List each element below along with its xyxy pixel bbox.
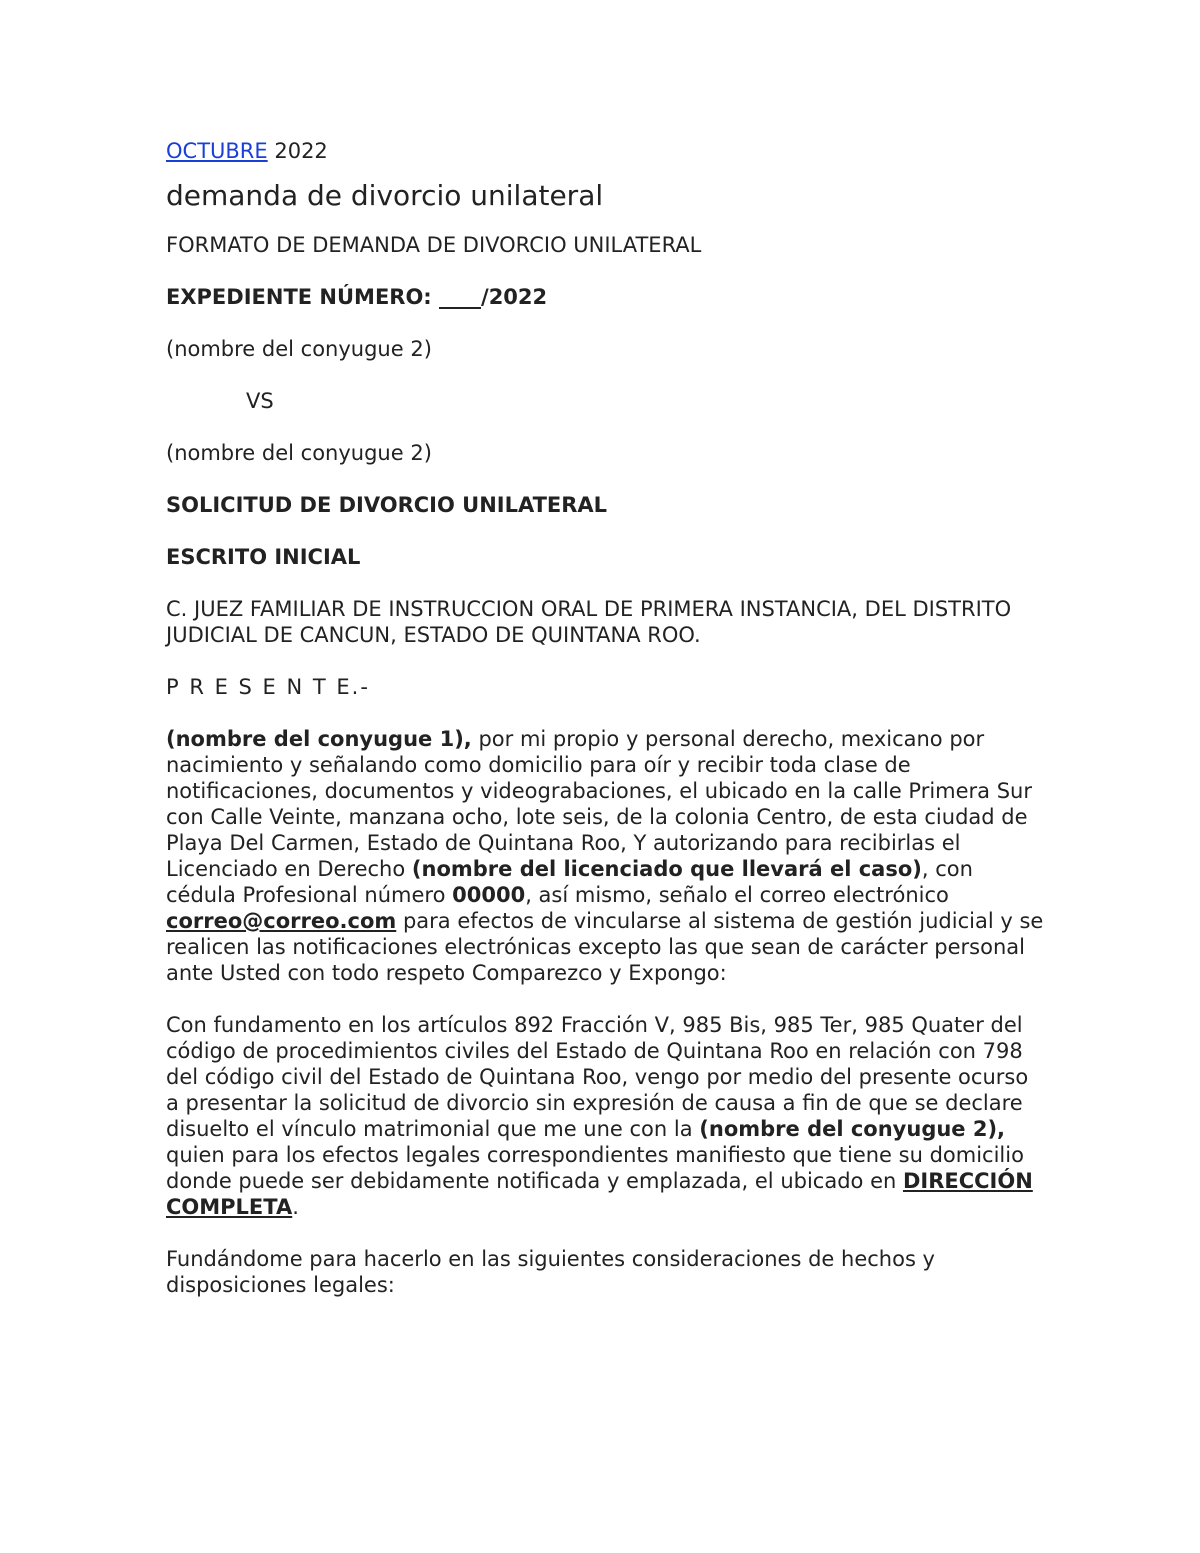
paragraph-text: , con cédula Profesional número [166,857,973,907]
date-line [166,136,1046,166]
party-one: (nombre del conyugue 2) [166,337,432,361]
presente-line: P R E S E N T E.- [166,675,370,699]
expediente-number: EXPEDIENTE NÚMERO: ____/2022 [166,285,548,309]
document-page [166,136,1046,1298]
month-link[interactable]: OCTUBRE [166,139,268,163]
formato-heading: FORMATO DE DEMANDA DE DIVORCIO UNILATERAL [166,233,702,257]
license-number: 00000 [452,883,526,907]
full-address: DIRECCIÓN COMPLETA [166,1169,1033,1219]
paragraph-legal-basis [166,1012,1046,1220]
judge-address: C. JUEZ FAMILIAR DE INSTRUCCION ORAL DE PRIMERA INSTANCIA, DEL DISTRITO JUDICIAL DE CANCUN, ESTADO DE QUINTANA ROO. [166,597,1012,647]
paragraph-text: por mi propio y personal derecho, mexicano por nacimiento y señalando como domicilio para oír y recibir toda clase de notificaciones, documentos y videograbaciones, el ubicado en la calle Primera Sur con Calle Veinte, manzana ocho, lote seis, de la colonia Centro, de esta ciudad de Playa Del Carmen, Estado de Quintana Roo, Y autorizando para recibirlas el Licenciado en Derecho [166,727,1033,881]
email-address: correo@correo.com [166,909,397,933]
spouse-two-name: (nombre del conyugue 2), [699,1117,1006,1141]
party-two: (nombre del conyugue 2) [166,441,432,465]
paragraph-text: . [292,1195,299,1219]
paragraph-considerations: Fundándome para hacerlo en las siguientes consideraciones de hechos y disposiciones legales: [166,1247,935,1297]
paragraph-text: quien para los efectos legales correspondientes manifiesto que tiene su domicilio donde puede ser debidamente notificada y emplazada, el ubicado en [166,1143,1024,1193]
document-title: demanda de divorcio unilateral [166,179,604,212]
paragraph-appearance [166,726,1046,986]
versus-label: VS [246,389,274,413]
paragraph-text: , así mismo, señalo el correo electrónico [525,883,949,907]
paragraph-text: para efectos de vincularse al sistema de gestión judicial y se realicen las notificaciones electrónicas excepto las que sean de carácter personal ante Usted con todo respeto Comparezco y Expongo: [166,909,1044,985]
paragraph-text: Con fundamento en los artículos 892 Fracción V, 985 Bis, 985 Ter, 985 Quater del código de procedimientos civiles del Estado de Quintana Roo en relación con 798 del código civil del Estado de Quintana Roo, vengo por medio del presente ocurso a presentar la solicitud de divorcio sin expresión de causa a fin de que se declare disuelto el vínculo matrimonial que me une con la [166,1013,1029,1141]
year-text: 2022 [267,139,328,163]
solicitud-heading: SOLICITUD DE DIVORCIO UNILATERAL [166,493,608,517]
escrito-heading: ESCRITO INICIAL [166,545,361,569]
spouse-one-name: (nombre del conyugue 1), [166,727,472,751]
lawyer-name: (nombre del licenciado que llevará el caso) [411,857,922,881]
